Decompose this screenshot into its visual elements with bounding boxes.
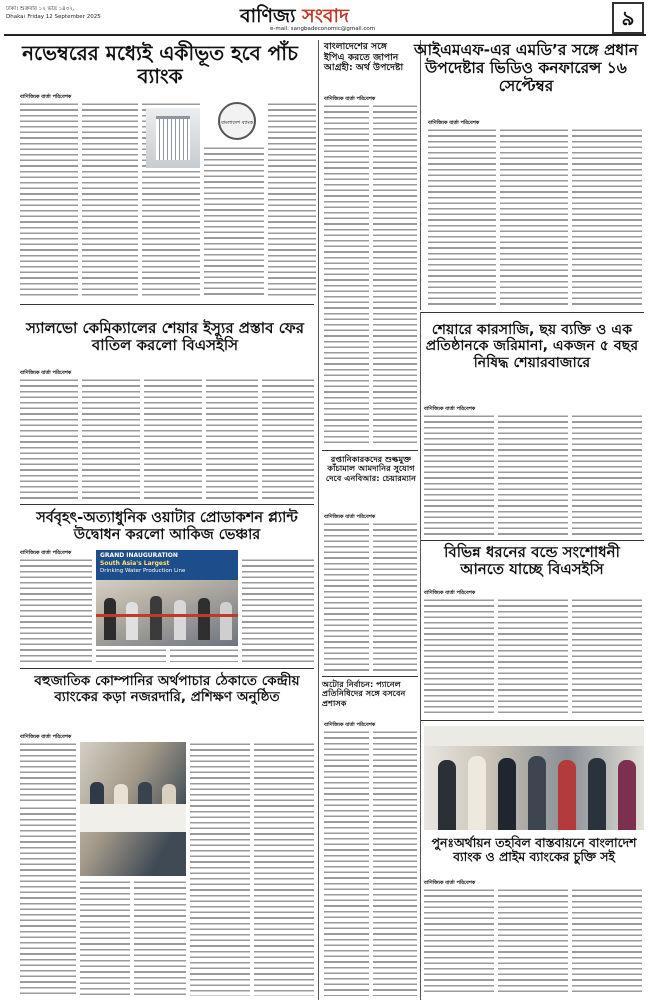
inauguration-caption3: Drinking Water Production Line (100, 568, 186, 574)
a11-headline: পুনঃঅর্থায়ন তহবিল বাস্তবায়নে বাংলাদেশ ব্যাংক ও প্রাইম ব্যাংকের চুক্তি সই (431, 835, 637, 865)
a9-body-col1 (20, 742, 76, 802)
a4-body-col1 (20, 378, 78, 500)
date-bengali: ঢাকা। শুক্রবার ১২ ভাদ্র ১৪৩২, (6, 6, 75, 12)
a11-body-col1 (424, 888, 494, 996)
a4-byline: বাণিজ্যিক বার্তা পরিবেশক (20, 370, 72, 376)
a2-body-col1 (324, 104, 369, 444)
bank-seal-label: বাংলাদেশ ব্যাংক (220, 120, 254, 126)
a7-headline: সর্ববৃহৎ-অত্যাধুনিক ওয়াটার প্রোডাকশন প্ল্যান্ট উদ্বোধন করলো আকিজ ভেঞ্চার (36, 510, 298, 543)
a1-headline: নভেম্বরের মধ্যেই একীভূত হবে পাঁচ ব্যাংক (22, 41, 298, 88)
masthead-rule (4, 34, 646, 36)
column-rule (420, 312, 421, 1000)
a4-headline: স্যালভো কেমিক্যালের শেয়ার ইস্যুর প্রস্তাব ফের বাতিল করলো বিএসইসি (26, 319, 304, 355)
a9-headline: বহুজাতিক কোম্পানির অর্থপাচার ঠেকাতে কেন্দ্রীয় ব্যাংকের কড়া নজরদারি, প্রশিক্ষণ অনুষ্ঠিত (34, 673, 300, 705)
a9-body-col6 (254, 742, 314, 996)
inauguration-photo (96, 550, 238, 646)
date-english: Dhaka। Friday 12 September 2025 (6, 14, 101, 20)
a9-body-col3 (80, 880, 130, 996)
a6-body-col1 (424, 414, 494, 536)
a5-byline: বাণিজ্যিক বার্তা পরিবেশক (324, 514, 376, 520)
a6-byline: বাণিজ্যিক বার্তা পরিবেশক (424, 406, 476, 412)
a3-body-col3 (572, 128, 642, 308)
a1-body-col5 (268, 102, 316, 298)
a7-body-col1 (20, 558, 92, 662)
bangladesh-bank-photo (146, 108, 200, 168)
a8-byline: বাণিজ্যিক বার্তা পরিবেশক (424, 590, 476, 596)
inauguration-caption2: South Asia's Largest (100, 560, 170, 567)
a4-body-col4 (206, 378, 258, 500)
inauguration-caption1: GRAND INAUGURATION (100, 552, 178, 559)
a8-body-col3 (572, 598, 642, 714)
bank-seal-icon (218, 102, 256, 140)
column-rule (318, 40, 319, 510)
a10-headline: অটোর নির্বাচন: প্যানেল প্রতিনিধিদের সঙ্গে বসবেন প্রশাসক (322, 679, 406, 708)
a7-body-col2 (96, 648, 166, 662)
a11-byline: বাণিজ্যিক বার্তা পরিবেশক (424, 880, 476, 886)
a4-body-col5 (262, 378, 314, 500)
a6-body-col2 (498, 414, 568, 536)
email: e-mail: sangbadeconomic@gmail.com (270, 26, 376, 32)
a9-body-col4 (134, 880, 186, 996)
a2-body-col2 (373, 104, 417, 444)
a10-body-col1 (324, 730, 369, 996)
column-rule (318, 510, 319, 1000)
page-number: ৯ (612, 2, 644, 34)
a8-body-col1 (424, 598, 494, 714)
a6-body-col3 (572, 414, 642, 536)
a7-byline: বাণিজ্যিক বার্তা পরিবেশক (20, 550, 72, 556)
a5-body-col2 (373, 522, 417, 672)
divider (420, 720, 644, 721)
training-photo (80, 742, 186, 876)
a5-headline: রপ্তানিকারকদের শুল্কমুক্ত কাঁচামাল আমদানির সুযোগ দেবে এনবিআর: চেয়ারম্যান (325, 454, 417, 483)
a7-body-col4 (242, 558, 314, 662)
a1-body-col1 (20, 102, 78, 298)
divider (322, 450, 418, 451)
a11-body-col3 (572, 888, 642, 996)
a11-body-col2 (498, 888, 568, 996)
a1-body-col4 (204, 146, 264, 298)
agreement-photo (424, 726, 644, 830)
a6-headline: শেয়ারে কারসাজি, ছয় ব্যক্তি ও এক প্রতিষ্ঠানকে জরিমানা, একজন ৫ বছর নিষিদ্ধ শেয়ারবাজারে (425, 322, 639, 371)
a10-byline: বাণিজ্যিক বার্তা পরিবেশক (324, 722, 376, 728)
a8-body-col2 (498, 598, 568, 714)
divider (420, 540, 644, 541)
a3-byline: বাণিজ্যিক বার্তা পরিবেশক (428, 120, 480, 126)
divider (322, 676, 418, 677)
a3-body-col2 (500, 128, 568, 308)
divider (420, 312, 644, 313)
a4-body-col2 (82, 378, 140, 500)
divider (20, 504, 314, 505)
a10-body-col2 (373, 730, 417, 996)
a4-body-col3 (144, 378, 202, 500)
logo-part1: বাণিজ্য (240, 5, 296, 27)
a1-byline: বাণিজ্যিক বার্তা পরিবেশক (20, 94, 72, 100)
divider (20, 668, 314, 669)
a9-body-col2 (20, 806, 76, 996)
a9-body-col5 (190, 742, 250, 996)
a5-body-col1 (324, 522, 369, 672)
a7-body-col3 (170, 648, 238, 662)
a8-headline: বিভিন্ন ধরনের বন্ডে সংশোধনী আনতে যাচ্ছে বিএসইসি (444, 543, 620, 579)
logo-part2: সংবাদ (302, 5, 349, 27)
a9-byline: বাণিজ্যিক বার্তা পরিবেশক (20, 734, 72, 740)
a2-byline: বাণিজ্যিক বার্তা পরিবেশক (324, 96, 376, 102)
a3-headline: আইএমএফ-এর এমডি’র সঙ্গে প্রধান উপদেষ্টার ভিডিও কনফারেন্স ১৬ সেপ্টেম্বর (413, 41, 638, 95)
a3-body-col1 (428, 128, 496, 308)
a1-body-col2 (82, 102, 138, 298)
divider (20, 304, 314, 305)
a2-headline: বাংলাদেশের সঙ্গে ইপিএ করতে জাপান আগ্রহী: অর্থ উপদেষ্টা (324, 41, 404, 74)
